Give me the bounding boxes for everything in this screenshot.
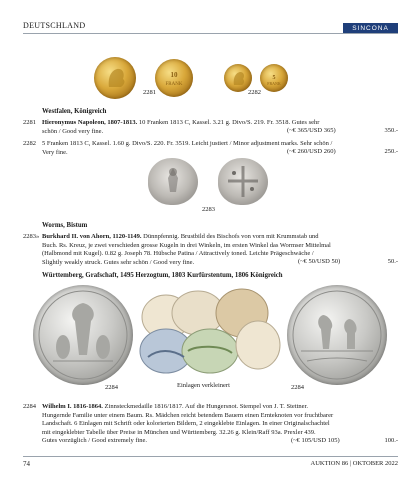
lot-number: 2284	[23, 403, 36, 410]
medal-reverse	[287, 285, 387, 385]
section-heading: Württemberg, Grafschaft, 1495 Herzogtum, 1803 Kurfürstentum, 1806 Königreich	[42, 272, 283, 279]
section-heading: Westfalen, Königreich	[42, 108, 107, 115]
lot-title: Hieronymus Napoleon, 1807-1813.	[42, 119, 138, 126]
lot-estimate: (~€ 50/USD 50)	[298, 258, 341, 265]
lot-text: Landschaft. 6 Einlagen mit Schrift oder kolorierten Bildern, 2 eingeklebte Einlagen. In einer Originalschachtel	[42, 420, 330, 427]
lot-price: 100.-	[384, 437, 398, 444]
header-divider	[23, 33, 398, 34]
lot-text: (Halbmond mit Kugel). 0.82 g. Joseph 78. Hübsche Patina / Attractively toned. Leichte Prägeschwäche /	[42, 250, 314, 257]
coin-2283-obverse	[148, 158, 198, 205]
coin-2282-reverse	[260, 64, 288, 92]
lot-text: Slightly weakly struck. Gutes sehr schön / Good very fine.	[42, 258, 195, 266]
coin-caption: Einlagen verkleinert	[177, 382, 230, 389]
coin-caption: 2284	[105, 384, 118, 391]
lot-text: schön / Good very fine.	[42, 127, 104, 135]
coin-caption: 2281	[143, 89, 156, 96]
lot-text: Buch. Rs. Kreuz, je zwei verschieden grosse Kugeln in drei Winkeln, im ersten Winkel das Wormser Mittelmal	[42, 241, 331, 249]
lot-text: Zinnsteckmedaille 1816/1817. Auf die Hungersnot. Stempel von J. T. Stettner.	[102, 403, 308, 410]
lot-text: Hungernde Familie unter einem Baum. Rs. Mädchen reicht betendem Bauern einen Ernteknoten vor fruchtbarer	[42, 411, 334, 419]
lot-estimate: (~€ 260/USD 260)	[287, 148, 336, 155]
lot-text: 5 Franken 1813 C, Kassel. 1.60 g. Divo/S. 220. Fr. 3519. Leicht justiert / Minor adjustment marks. Sehr schön /	[42, 140, 333, 147]
medal-obverse	[33, 285, 133, 385]
footer-auction-info: AUKTION 86 | OKTOBER 2022	[310, 460, 398, 467]
lot-estimate: (~€ 365/USD 365)	[287, 127, 336, 134]
section-heading: Worms, Bistum	[42, 222, 88, 229]
coin-2282-obverse	[224, 64, 252, 92]
lot-text: Gutes vorzüglich / Good extremely fine.	[42, 437, 148, 444]
inlays-image	[136, 287, 284, 375]
lot-text: mit eingeklebter Tabelle über Preise in München und Württemberg. 32.26 g. Klein/Raff 93a. Prexler 439.	[42, 428, 316, 436]
footer-divider	[23, 456, 398, 457]
svg-text:10: 10	[170, 71, 178, 79]
svg-text:FRANK: FRANK	[267, 81, 281, 86]
lot-text: Very fine.	[42, 148, 68, 156]
section-label: DEUTSCHLAND	[23, 21, 86, 30]
lot-price: 50.-	[387, 258, 398, 265]
lot-text: Dünnpfennig. Brustbild des Bischofs von vorn mit Krummstab und	[141, 233, 319, 240]
lot-number: 2282	[23, 140, 36, 147]
lot-number: 2281	[23, 119, 36, 126]
coin-2281-obverse	[94, 57, 136, 99]
coin-caption: 2284	[291, 384, 304, 391]
coin-caption: 2282	[248, 89, 261, 96]
svg-text:5: 5	[272, 75, 276, 81]
lot-price: 250.-	[384, 148, 398, 155]
coin-2283-reverse	[218, 158, 268, 205]
lot-title: Burkhard II. von Ahorn, 1120-1149.	[42, 233, 142, 240]
lot-text: 10 Franken 1813 C, Kassel. 3.21 g. Divo/S. 219. Fr. 3518. Gutes sehr	[137, 119, 320, 126]
coin-2281-reverse	[155, 59, 193, 97]
brand-logo: SINCONA	[343, 23, 398, 34]
lot-number: 2283»	[23, 233, 40, 240]
lot-price: 350.-	[384, 127, 398, 134]
coin-caption: 2283	[202, 206, 215, 213]
lot-estimate: (~€ 105/USD 105)	[291, 437, 340, 444]
lot-title: Wilhelm I. 1816-1864.	[42, 403, 103, 410]
svg-text:FRANK: FRANK	[165, 82, 183, 87]
page-number: 74	[23, 460, 30, 468]
